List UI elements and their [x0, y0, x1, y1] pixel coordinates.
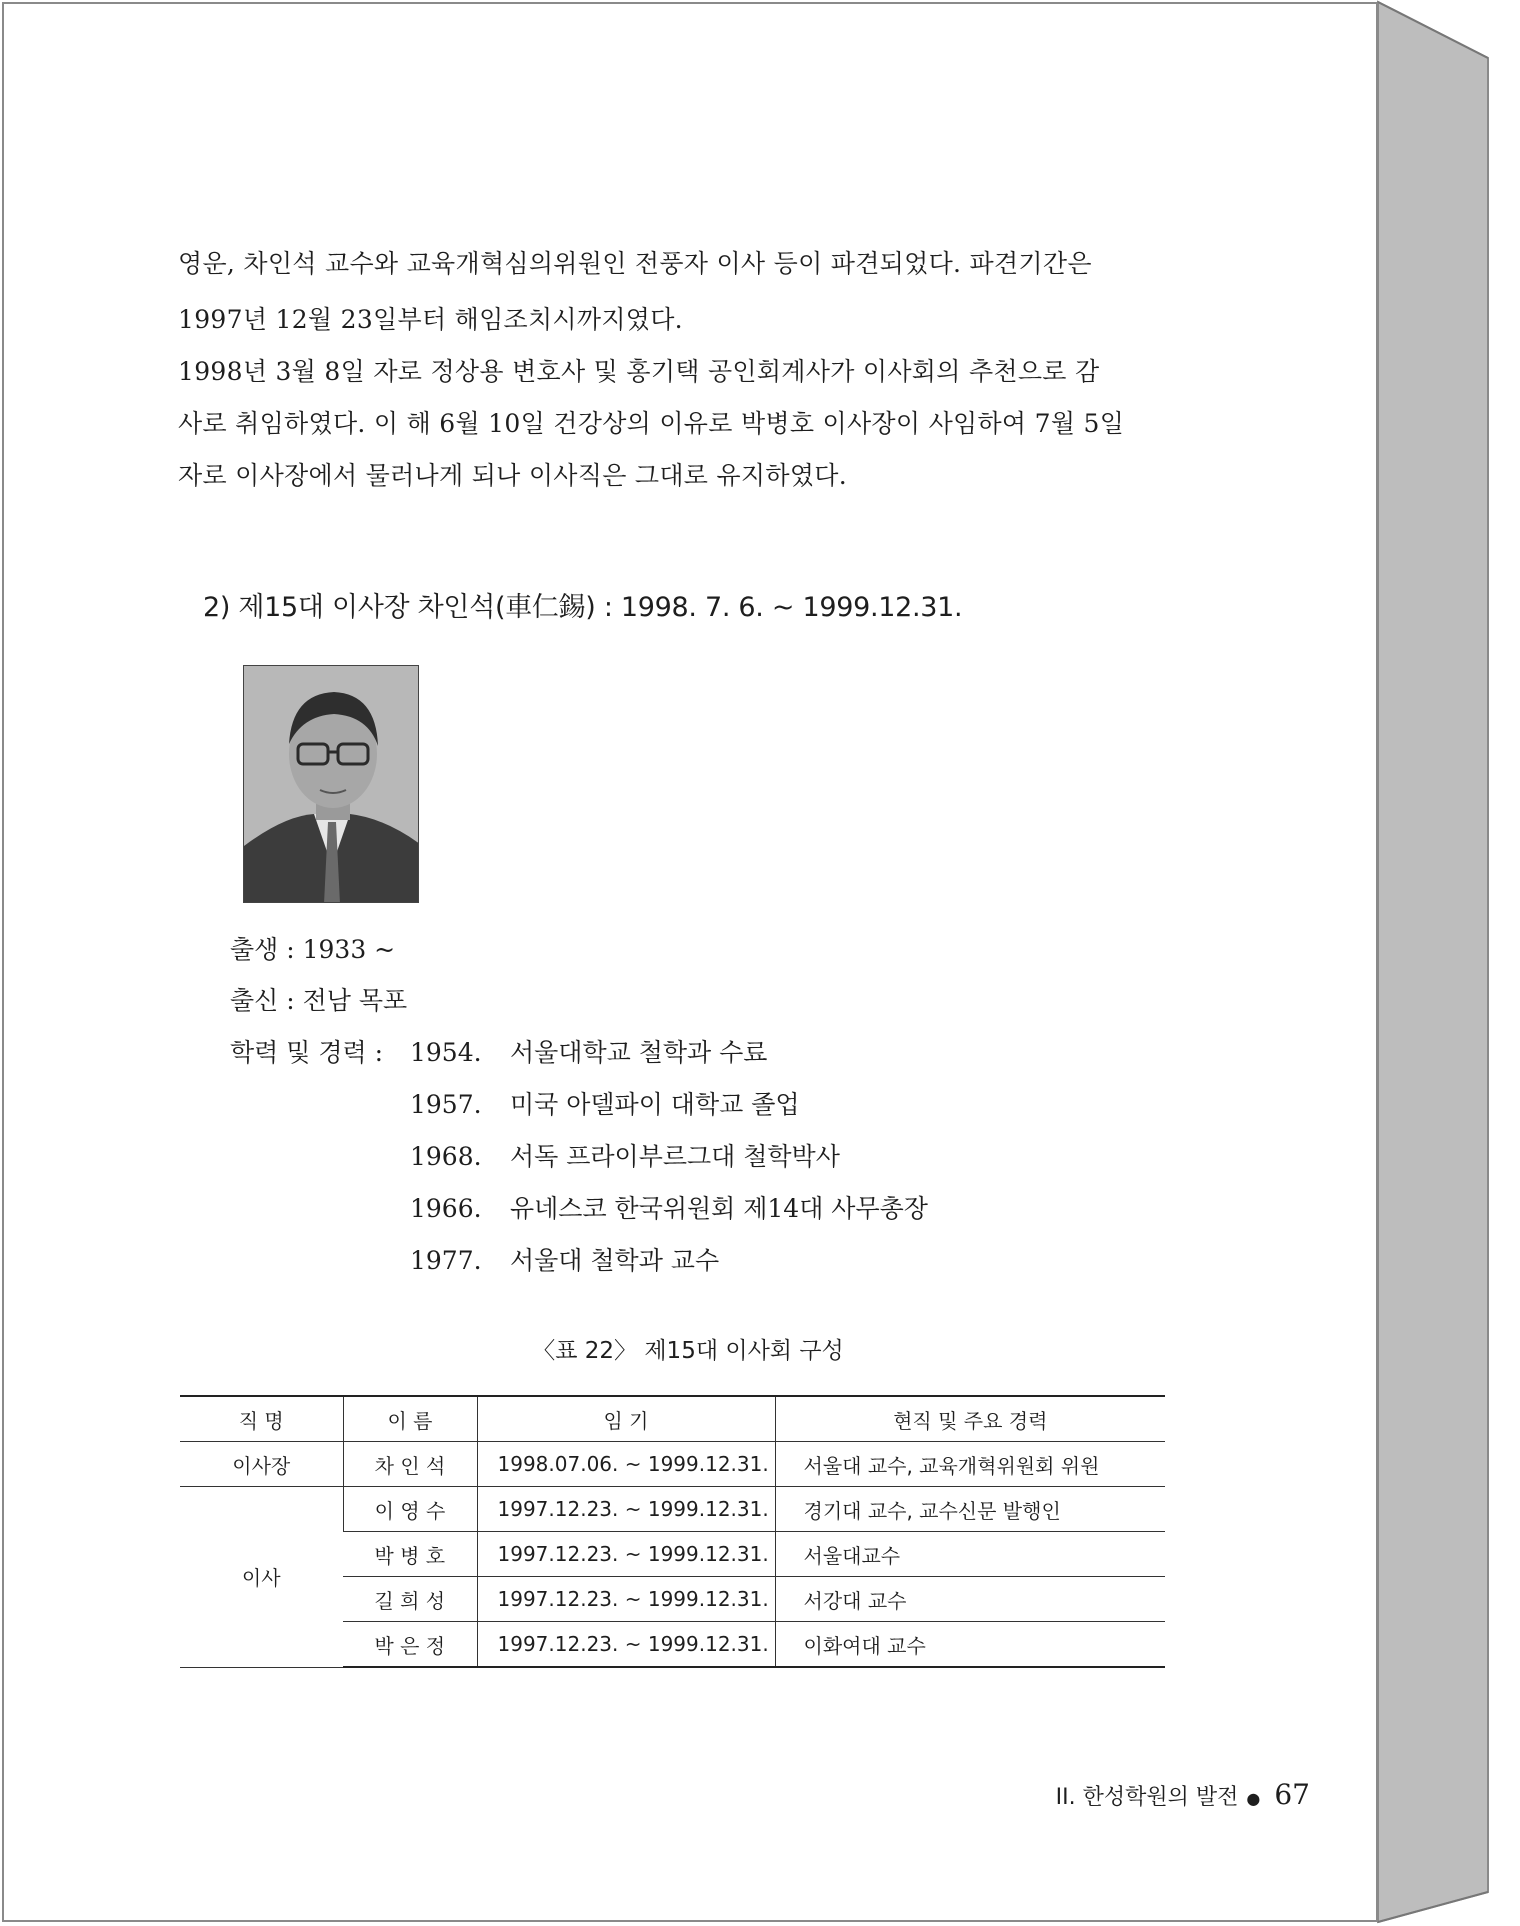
chairman-portrait: [243, 665, 419, 903]
name-cell: 박 병 호: [343, 1532, 477, 1577]
table-header-row: [180, 1396, 1165, 1442]
career-text: 미국 아델파이 대학교 졸업: [510, 1090, 800, 1119]
career-label: 학력 및 경력 :: [230, 1038, 384, 1067]
term-cell: 1997.12.23. ~ 1999.12.31.: [477, 1487, 775, 1532]
career-text: 서울대학교 철학과 수료: [510, 1038, 768, 1067]
term-cell: 1997.12.23. ~ 1999.12.31.: [477, 1577, 775, 1622]
career-cell: 경기대 교수, 교수신문 발행인: [775, 1487, 1165, 1532]
career-year: 1966.: [410, 1194, 482, 1223]
board-composition-table: [180, 1395, 1165, 1668]
term-cell: 1997.12.23. ~ 1999.12.31.: [477, 1622, 775, 1668]
page-number: 67: [1274, 1778, 1310, 1811]
career-year: 1957.: [410, 1090, 482, 1119]
career-cell: 서울대교수: [775, 1532, 1165, 1577]
body-paragraph-line: 자로 이사장에서 물러나게 되나 이사직은 그대로 유지하였다.: [178, 461, 847, 490]
name-cell: 박 은 정: [343, 1622, 477, 1668]
career-year: 1977.: [410, 1246, 482, 1275]
birth-line: 출생 : 1933 ~: [230, 935, 396, 964]
career-text: 서독 프라이부르그대 철학박사: [510, 1142, 840, 1171]
page-footer: [1056, 1778, 1310, 1811]
header-position: 직 명: [180, 1396, 343, 1442]
header-career: 현직 및 주요 경력: [775, 1396, 1165, 1442]
position-cell: 이사: [180, 1487, 343, 1668]
name-cell: 이 영 수: [343, 1487, 477, 1532]
career-item: [410, 1189, 928, 1225]
career-item: [410, 1137, 840, 1173]
career-year: 1968.: [410, 1142, 482, 1171]
section-heading: 2) 제15대 이사장 차인석(車仁錫) : 1998. 7. 6. ~ 1999.12.31.: [203, 592, 963, 623]
name-cell: 차 인 석: [343, 1442, 477, 1487]
body-paragraph-line: 1997년 12월 23일부터 해임조치시까지였다.: [178, 305, 683, 334]
table-caption: 〈표 22〉 제15대 이사회 구성: [532, 1338, 844, 1364]
origin-line: 출신 : 전남 목포: [230, 986, 408, 1015]
name-cell: 길 희 성: [343, 1577, 477, 1622]
chapter-title: II. 한성학원의 발전: [1055, 1785, 1239, 1810]
position-cell: 이사장: [180, 1442, 343, 1487]
header-term: 임 기: [477, 1396, 775, 1442]
career-item: [410, 1033, 767, 1069]
table-row: [180, 1442, 1165, 1487]
body-paragraph-line: 1998년 3월 8일 자로 정상용 변호사 및 홍기택 공인회계사가 이사회의 추천으로 감: [178, 357, 1100, 386]
table-row: [180, 1487, 1165, 1532]
bullet-icon: ●: [1246, 1788, 1261, 1808]
career-item: [410, 1241, 719, 1277]
body-paragraph-line: 영운, 차인석 교수와 교육개혁심의위원인 전풍자 이사 등이 파견되었다. 파견기간은: [178, 249, 1092, 278]
term-cell: 1997.12.23. ~ 1999.12.31.: [477, 1532, 775, 1577]
career-text: 유네스코 한국위원회 제14대 사무총장: [510, 1194, 928, 1223]
career-item: [410, 1085, 800, 1121]
career-year: 1954.: [410, 1038, 482, 1067]
career-cell: 서울대 교수, 교육개혁위원회 위원: [775, 1442, 1165, 1487]
term-cell: 1998.07.06. ~ 1999.12.31.: [477, 1442, 775, 1487]
career-cell: 이화여대 교수: [775, 1622, 1165, 1668]
body-paragraph-line: 사로 취임하였다. 이 해 6월 10일 건강상의 이유로 박병호 이사장이 사임하여 7월 5일: [178, 409, 1125, 438]
career-cell: 서강대 교수: [775, 1577, 1165, 1622]
header-name: 이 름: [343, 1396, 477, 1442]
career-text: 서울대 철학과 교수: [510, 1246, 720, 1275]
